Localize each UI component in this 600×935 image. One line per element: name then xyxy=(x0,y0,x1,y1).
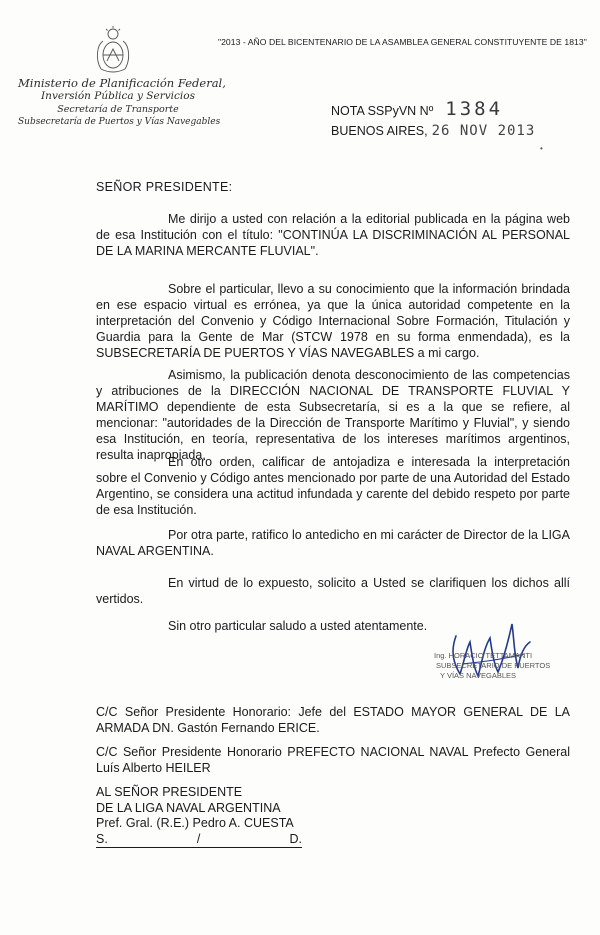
body-paragraph: En virtud de lo expuesto, solicito a Usted se clarifiquen los dichos allí vertidos. xyxy=(96,576,570,606)
note-label: NOTA SSPyVN Nº xyxy=(331,104,434,118)
note-number-stamp: 1384 xyxy=(445,98,504,120)
addressee-line: DE LA LIGA NAVAL ARGENTINA xyxy=(96,800,281,815)
signatory-office: Y VÍAS NAVEGABLES xyxy=(440,671,517,680)
body-paragraph: Sobre el particular, llevo a su conocimiento que la información brindada en ese espacio virtual es errónea, ya que la única autoridad competente en la interpretación del Convenio y Código Internacional Sobre Formación, Titulación y Guardia para la Gente de Mar (STCW 1978 en su forma enmendada), es la SUBSECRETARÍA DE PUERTOS Y VÍAS NAVEGABLES a mi cargo. xyxy=(96,282,570,360)
addressee-line: AL SEÑOR PRESIDENTE xyxy=(96,785,243,799)
signatory-name: Ing. HORACIO TETTAMANTI xyxy=(434,651,533,660)
salutation: SEÑOR PRESIDENTE: xyxy=(96,180,233,194)
letterhead-ministry: Ministerio de Planificación Federal, xyxy=(18,76,226,90)
carbon-copy-line: C/C Señor Presidente Honorario: Jefe del ESTADO MAYOR GENERAL DE LA ARMADA DN. Gastón Fernando ERICE. xyxy=(96,705,570,735)
letterhead-secretaria: Secretaría de Transporte xyxy=(57,104,179,115)
signatory-title: SUBSECRETARIO DE PUERTOS xyxy=(436,661,551,670)
letterhead-inversion: Inversión Pública y Servicios xyxy=(41,90,195,102)
sd-slash: / xyxy=(196,831,201,846)
letterhead-subsecretaria: Subsecretaría de Puertos y Vías Navegables xyxy=(18,117,221,127)
body-paragraph: Asimismo, la publicación denota desconocimiento de las competencias y atribuciones de la DIRECCIÓN NACIONAL DE TRANSPORTE FLUVIAL Y MARÍTIMO dependiente de esta Subsecretaría, si es a la que se refiere, al mencionar: "autoridades de la Dirección de Transporte Marítimo y Fluvial", y siendo esa Institución, en teoría, representativa de los intereses marítimos argentinos, resulta inapropiada. xyxy=(96,368,570,462)
addressee-line: Pref. Gral. (R.E.) Pedro A. CUESTA xyxy=(96,816,294,830)
signature-stamp xyxy=(434,651,550,681)
addressee-block xyxy=(96,785,302,848)
commemorative-header: "2013 - AÑO DEL BICENTENARIO DE LA ASAMBLEA GENERAL CONSTITUYENTE DE 1813" xyxy=(218,37,587,47)
ministry-letterhead xyxy=(18,76,226,129)
carbon-copy-line: C/C Señor Presidente Honorario PREFECTO NACIONAL NAVAL Prefecto General Luís Alberto HEILER xyxy=(96,745,570,775)
place-date xyxy=(331,123,535,139)
body-paragraph: En otro orden, calificar de antojadiza e interesada la interpretación sobre el Convenio y Código antes mencionado por parte de una Autoridad del Estado Argentino, se considera una actitud infundada y carente del debido respeto por parte de esa Institución. xyxy=(96,455,570,517)
date-stamp: 26 NOV 2013 xyxy=(431,123,536,139)
argentine-coat-of-arms-icon xyxy=(93,25,133,77)
body-paragraph: Me dirijo a usted con relación a la editorial publicada en la página web de esa Institución con el título: "CONTINÚA LA DISCRIMINACIÓN AL PERSONAL DE LA MARINA MERCANTE FLUVIAL". xyxy=(96,212,570,258)
closing-line: Sin otro particular saludo a usted atentamente. xyxy=(168,619,428,633)
note-reference xyxy=(331,98,503,120)
sd-d: D. xyxy=(289,831,302,846)
sd-line xyxy=(96,832,302,849)
body-paragraph: Por otra parte, ratifico lo antedicho en mi carácter de Director de la LIGA NAVAL ARGENTINA. xyxy=(96,528,570,558)
sd-s: S. xyxy=(96,831,108,846)
stray-mark: • xyxy=(540,144,543,153)
city-label: BUENOS AIRES, xyxy=(331,124,428,138)
